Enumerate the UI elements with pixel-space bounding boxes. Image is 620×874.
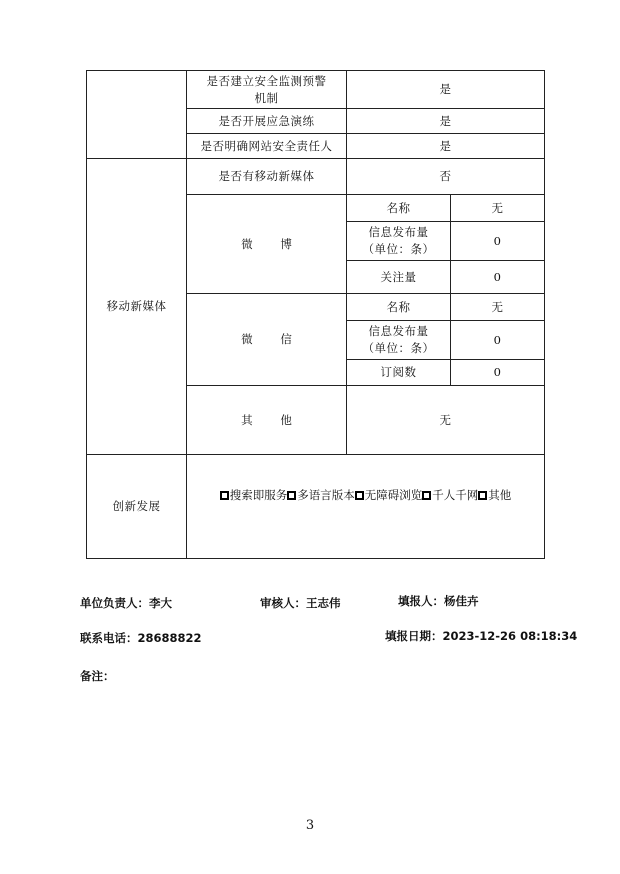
remark-label: 备注： (80, 669, 115, 683)
checkbox-icon[interactable] (287, 491, 296, 500)
innovation-option[interactable]: 其他 (478, 487, 511, 504)
weixin-sub-value: 0 (450, 359, 545, 386)
weibo-info-value: 0 (450, 221, 545, 261)
security-row-value: 是 (346, 108, 545, 134)
weibo-info-label: 信息发布量（单位：条） (346, 221, 451, 261)
contact-phone: 联系电话：28688822 (80, 631, 202, 645)
other-label: 其 他 (186, 385, 347, 455)
security-row-label: 是否建立安全监测预警机制 (186, 70, 347, 109)
security-section-label (86, 70, 187, 159)
mobile-section-label: 移动新媒体 (86, 158, 187, 455)
checkbox-icon[interactable] (355, 491, 364, 500)
weibo-name-value: 无 (450, 194, 545, 222)
other-value: 无 (346, 385, 545, 455)
innovation-option[interactable]: 千人千网 (422, 487, 478, 504)
innovation-label: 创新发展 (86, 454, 187, 559)
weixin-sub-label: 订阅数 (346, 359, 451, 386)
weibo-follow-label: 关注量 (346, 260, 451, 294)
reviewer: 审核人：王志伟 (260, 596, 341, 610)
weixin-name-label: 名称 (346, 293, 451, 321)
weixin-label: 微 信 (186, 293, 347, 386)
innovation-option[interactable]: 多语言版本 (287, 487, 355, 504)
checkbox-icon[interactable] (478, 491, 487, 500)
checkbox-icon[interactable] (422, 491, 431, 500)
checkbox-icon[interactable] (220, 491, 229, 500)
weibo-label: 微 博 (186, 194, 347, 294)
weixin-info-label: 信息发布量（单位：条） (346, 320, 451, 360)
security-row-value: 是 (346, 70, 545, 109)
page-number: 3 (305, 818, 315, 833)
innovation-options (186, 454, 545, 559)
unit-leader: 单位负责人：李大 (80, 596, 172, 610)
weibo-name-label: 名称 (346, 194, 451, 222)
weixin-name-value: 无 (450, 293, 545, 321)
mobile-has-value: 否 (346, 158, 545, 195)
report-table (86, 70, 545, 559)
fill-date: 填报日期：2023-12-26 08:18:34 (385, 629, 578, 643)
mobile-has-label: 是否有移动新媒体 (186, 158, 347, 195)
innovation-option[interactable]: 搜索即服务 (220, 487, 288, 504)
weibo-follow-value: 0 (450, 260, 545, 294)
innovation-option[interactable]: 无障碍浏览 (355, 487, 423, 504)
security-row-label: 是否开展应急演练 (186, 108, 347, 134)
security-row-label: 是否明确网站安全责任人 (186, 133, 347, 159)
weixin-info-value: 0 (450, 320, 545, 360)
security-row-value: 是 (346, 133, 545, 159)
filler: 填报人：杨佳卉 (398, 594, 479, 608)
